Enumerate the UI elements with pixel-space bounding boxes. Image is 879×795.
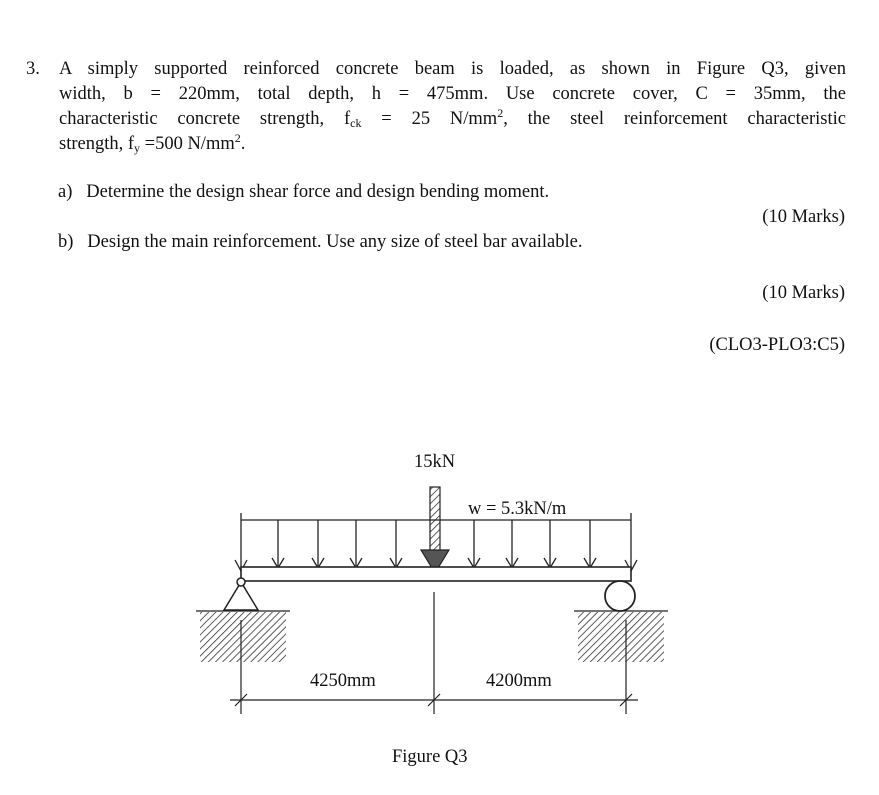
point-load-label: 15kN xyxy=(414,452,456,472)
part-b-marks: (10 Marks) xyxy=(762,283,845,303)
span-right-label: 4200mm xyxy=(486,671,552,691)
part-a-label: a) xyxy=(58,182,73,202)
beam xyxy=(241,567,631,581)
roller-support xyxy=(605,581,635,611)
part-b-label: b) xyxy=(58,232,74,252)
figure-caption: Figure Q3 xyxy=(392,747,468,767)
question-line-3: characteristic concrete strength, $f_{ck} = 25$ $N/mm^2$, the steel reinforcement characteristic xyxy=(59,106,846,130)
part-a-marks: (10 Marks) xyxy=(762,207,845,227)
part-a-text: Determine the design shear force and design bending moment. xyxy=(86,182,550,202)
ground-left xyxy=(200,612,286,662)
question-line-2: width, b = 220mm, total depth, h = 475mm. Use concrete cover, C = 35mm, the xyxy=(59,84,846,104)
span-left-label: 4250mm xyxy=(310,671,376,691)
ground-right xyxy=(578,612,664,662)
dimension-lines xyxy=(230,592,638,714)
question-number: 3. xyxy=(26,59,40,79)
udl-label: w = 5.3kN/m xyxy=(468,499,567,519)
point-load-arrow xyxy=(421,487,449,573)
question-line-4: strength, $f_y =500$ $N/mm^2$. xyxy=(59,131,246,155)
part-b-text: Design the main reinforcement. Use any size of steel bar available. xyxy=(87,232,583,252)
learning-outcome: (CLO3-PLO3:C5) xyxy=(709,335,845,355)
question-line-1: A simply supported reinforced concrete beam is loaded, as shown in Figure Q3, given xyxy=(59,59,846,79)
pin-support xyxy=(224,578,258,610)
